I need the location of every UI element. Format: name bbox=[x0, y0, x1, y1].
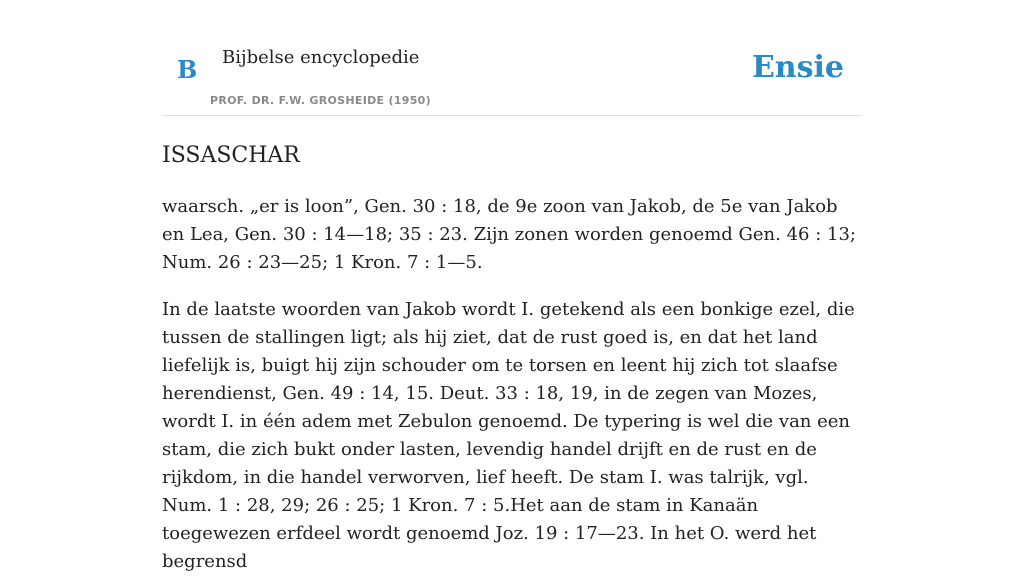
letter-index-link[interactable]: B bbox=[177, 55, 198, 84]
ensie-logo[interactable]: Ensie bbox=[751, 50, 844, 85]
book-title[interactable]: Bijbelse encyclopedie bbox=[222, 47, 420, 68]
article bbox=[162, 141, 862, 576]
article-title: ISSASCHAR bbox=[162, 143, 300, 168]
book-author: PROF. DR. F.W. GROSHEIDE (1950) bbox=[210, 94, 431, 107]
article-paragraph: waarsch. „er is loon”, Gen. 30 : 18, de 9e zoon van Jakob, de 5e van Jakob en Lea, Gen. 30 : 14—18; 35 : 23. Zijn zonen worden genoemd Gen. 46 : 13; Num. 26 : 23—25; 1 Kron. 7 : 1—5. bbox=[162, 196, 856, 273]
header bbox=[162, 0, 862, 116]
page bbox=[162, 0, 862, 576]
article-paragraph: In de laatste woorden van Jakob wordt I. getekend als een bonkige ezel, die tussen de stallingen ligt; als hij ziet, dat de rust goed is, en dat het land liefelijk is, buigt hij zijn schouder om te torsen en leent hij zich tot slaafse herendienst, Gen. 49 : 14, 15. Deut. 33 : 18, 19, in de zegen van Mozes, wordt I. in één adem met Zebulon genoemd. De typering is wel die van een stam, die zich bukt onder lasten, levendig handel drijft en de rust en de rijkdom, in die handel verworven, lief heeft. De stam I. was talrijk, vgl. Num. 1 : 28, 29; 26 : 25; 1 Kron. 7 : 5.Het aan de stam in Kanaän toegewezen erfdeel wordt genoemd Joz. 19 : 17—23. In het O. werd het begrensd bbox=[162, 299, 855, 572]
